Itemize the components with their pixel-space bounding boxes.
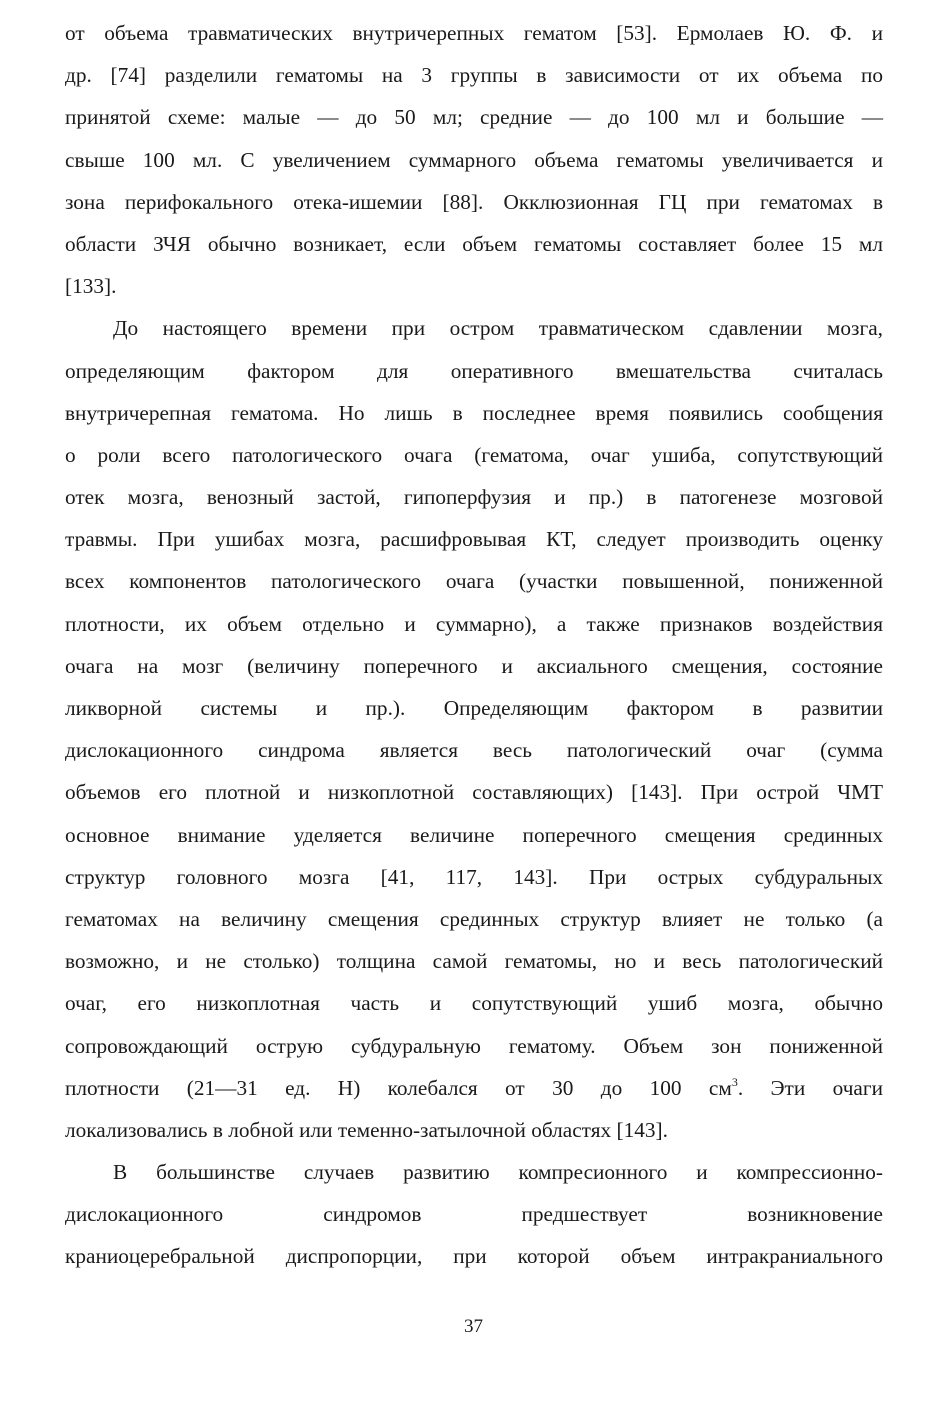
text-line: краниоцеребральной диспропорции, при которой объем интракраниального <box>65 1244 883 1269</box>
text-line: гематомах на величину смещения срединных структур влияет не только (а <box>65 906 883 931</box>
paragraph-2 <box>65 307 883 1151</box>
text-line: объемов его плотной и низкоплотной составляющих) [143]. При острой ЧМТ <box>65 780 883 805</box>
text-line: плотности, их объем отдельно и суммарно), а также признаков воздействия <box>65 611 883 636</box>
text-line: дислокационного синдромов предшествует возникновение <box>65 1202 883 1227</box>
text-line: основное внимание уделяется величине поперечного смещения срединных <box>65 822 883 847</box>
text-line: от объема травматических внутричерепных гематом [53]. Ермолаев Ю. Ф. и <box>65 21 883 45</box>
text-line: очаг, его низкоплотная часть и сопутствующий ушиб мозга, обычно <box>65 991 883 1016</box>
text-line: отек мозга, венозный застой, гипоперфузия и пр.) в патогенезе мозговой <box>65 485 883 510</box>
text-line: В большинстве случаев развитию компресионного и компрессионно- <box>113 1160 883 1185</box>
text-line: локализовались в лобной или теменно-затылочной областях [143]. <box>65 1117 668 1142</box>
text-line: зона перифокального отека-ишемии [88]. Окклюзионная ГЦ при гематомах в <box>65 189 883 214</box>
text-line-with-superscript <box>65 1067 883 1109</box>
paragraph-3 <box>65 1151 883 1278</box>
document-page <box>65 12 883 1278</box>
text-line: очага на мозг (величину поперечного и аксиального смещения, состояние <box>65 653 883 678</box>
text-line: определяющим фактором для оперативного вмешательства считалась <box>65 358 883 383</box>
text-line: внутричерепная гематома. Но лишь в последнее время появились сообщения <box>65 400 883 425</box>
text-line: всех компонентов патологического очага (участки повышенной, пониженной <box>65 569 883 594</box>
text-line: травмы. При ушибах мозга, расшифровывая КТ, следует производить оценку <box>65 527 883 552</box>
paragraph-1 <box>65 12 883 307</box>
text-line: дислокационного синдрома является весь патологический очаг (сумма <box>65 738 883 763</box>
superscript: 3 <box>731 1074 738 1089</box>
text-line: принятой схеме: малые — до 50 мл; средние — до 100 мл и большие — <box>65 105 883 130</box>
text-line: о роли всего патологического очага (гематома, очаг ушиба, сопутствующий <box>65 442 883 467</box>
text-line: возможно, и не столько) толщина самой гематомы, но и весь патологический <box>65 949 883 974</box>
text-line: До настоящего времени при остром травматическом сдавлении мозга, <box>113 316 883 341</box>
text-line: ликворной системы и пр.). Определяющим фактором в развитии <box>65 696 883 720</box>
text-fragment: . Эти очаги <box>737 1075 884 1100</box>
page-number: 37 <box>464 1316 483 1337</box>
text-fragment: плотности (21—31 ед. Н) колебался от 30 до 100 см <box>65 1075 732 1100</box>
text-line: области ЗЧЯ обычно возникает, если объем гематомы составляет более 15 мл <box>65 231 883 256</box>
text-line: др. [74] разделили гематомы на 3 группы в зависимости от их объема по <box>65 63 883 88</box>
text-line: структур головного мозга [41, 117, 143]. При острых субдуральных <box>65 864 883 889</box>
text-line: свыше 100 мл. С увеличением суммарного объема гематомы увеличивается и <box>65 147 883 172</box>
text-line: сопровождающий острую субдуральную гематому. Объем зон пониженной <box>65 1033 883 1058</box>
text-line: [133]. <box>65 274 117 299</box>
